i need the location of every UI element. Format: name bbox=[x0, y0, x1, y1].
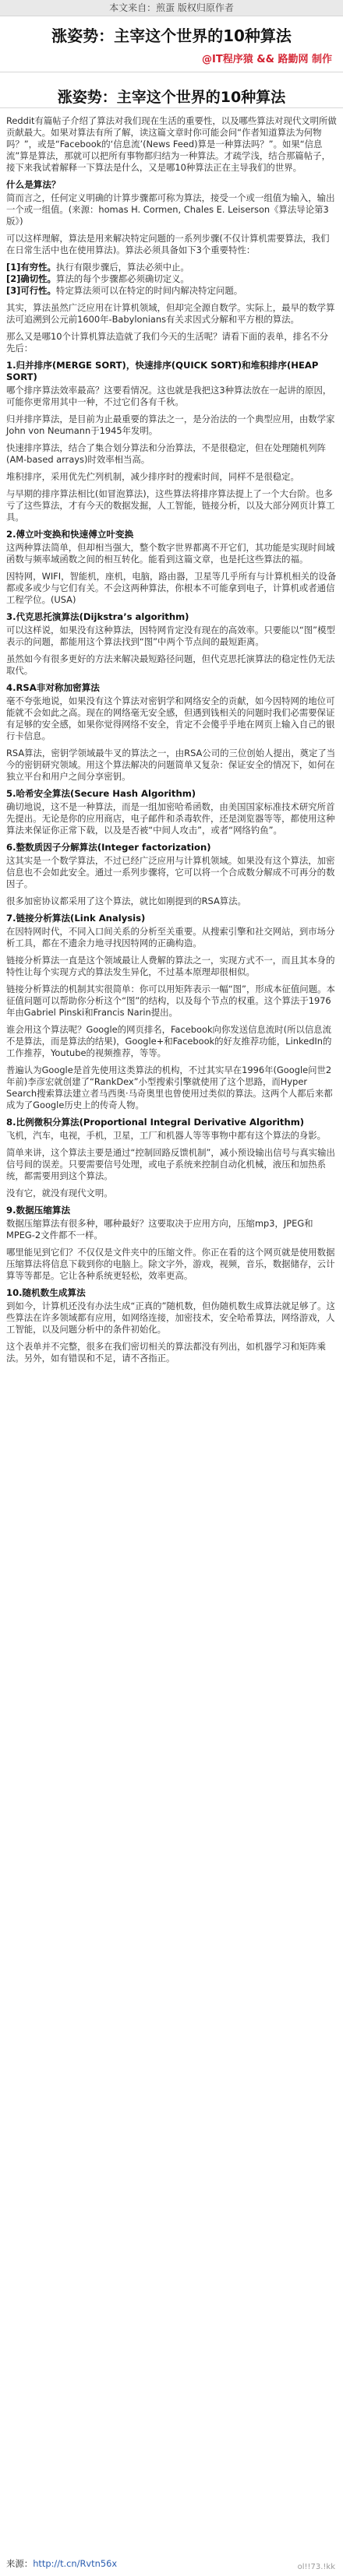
algorithm-paragraph: 没有它，就没有现代文明。 bbox=[6, 1188, 113, 1198]
algorithm-paragraph: 归并排序算法，是目前为止最重要的算法之一，是分治法的一个典型应用，由数学家John von Neumann于1945年发明。 bbox=[6, 413, 335, 436]
source-label: 来源： bbox=[6, 2558, 34, 2569]
paragraph: 那么又是哪10个计算机算法造就了我们今天的生活呢？请看下面的表单，排名不分先后： bbox=[6, 331, 329, 354]
algorithm-paragraph: 链接分析算法一直是这个领域最让人费解的算法之一，实现方式不一，而且其本身的特性让每个实现方式的算法发生异化，不过基本原理却很相似。 bbox=[6, 955, 335, 977]
algorithm-heading: 7.链接分析算法(Link Analysis) bbox=[6, 913, 146, 924]
algorithm-heading: 6.整数质因子分解算法(Integer factorization) bbox=[6, 842, 211, 853]
property-number: [2] bbox=[6, 273, 21, 284]
algorithm-section bbox=[6, 611, 337, 677]
property-desc: 算法的每个步骤都必须确切定义。 bbox=[55, 273, 189, 284]
source-line bbox=[6, 2557, 117, 2570]
algorithm-paragraph: 可以这样说，如果没有这种算法，因特网肯定没有现在的高效率。只要能以“图”模型表示的问题，都能用这个算法找到“图”中两个节点间的最短距离。 bbox=[6, 625, 335, 647]
property-name: 有穷性。 bbox=[20, 262, 56, 273]
algorithm-paragraph: 谁会用这个算法呢？Google的网页排名，Facebook向你发送信息流时(所以信息流不是算法，而是算法的结果)，Google+和Facebook的好友推荐功能，LinkedIn的工作推荐，Youtube的视频推荐，等等。 bbox=[6, 1024, 332, 1058]
algorithm-paragraph: RSA算法，密钥学领域最牛叉的算法之一，由RSA公司的三位创始人提出，奠定了当今的密钥研究领域。用这个算法解决的问题简单又复杂：保证安全的情况下，如何在独立平台和用户之间分享密钥。 bbox=[6, 748, 336, 782]
paragraph: 其实，算法虽然广泛应用在计算机领域，但却完全源自数学。实际上，最早的数学算法可追溯到公元前1600年-Babylonians有关求因式分解和平方根的算法。 bbox=[6, 302, 335, 325]
algorithm-heading: 1.归并排序(MERGE SORT)，快速排序(QUICK SORT)和堆积排序(HEAP SORT) bbox=[6, 360, 319, 382]
algorithm-paragraph: 确切地说，这不是一种算法，而是一组加密哈希函数，由美国国家标准技术研究所首先提出。无论是你的应用商店，电子邮件和杀毒软件，还是浏览器等等，都使用这种算法来保证你正常下载，以及是否被“中间人攻击”，或者“网络钓鱼”。 bbox=[6, 801, 335, 836]
algorithm-paragraph: 飞机，汽车，电视，手机，卫星，工厂和机器人等等事物中都有这个算法的身影。 bbox=[6, 1130, 327, 1141]
property-item bbox=[6, 285, 337, 297]
algorithm-heading: 3.代克思托演算法(Dijkstra’s algorithm) bbox=[6, 611, 189, 622]
properties-list bbox=[6, 262, 337, 297]
footer bbox=[0, 2552, 343, 2576]
property-desc: 执行有限步骤后，算法必须中止。 bbox=[55, 262, 189, 273]
algorithm-heading: 10.随机数生成算法 bbox=[6, 1287, 86, 1298]
algorithm-paragraph: 快速排序算法，结合了集合划分算法和分治算法，不是很稳定，但在处理随机列阵(AM-based arrays)时效率相当高。 bbox=[6, 442, 327, 465]
paragraph: 简而言之，任何定义明确的计算步骤都可称为算法，接受一个或一组值为输入，输出一个或一组值。(来源：homas H. Cormen, Chales E. Leiserson《算法导论第3版》) bbox=[6, 192, 335, 227]
algorithm-heading: 8.比例微积分算法(Proportional Integral Derivative Algorithm) bbox=[6, 1117, 305, 1128]
section-heading: 什么是算法？ bbox=[6, 179, 61, 190]
algorithm-paragraph: 简单来讲，这个算法主要是通过“控制回路反馈机制”，减小预设输出信号与真实输出信号间的误差。只要需要信号处理，或电子系统来控制自动化机械，液压和加热系统，都需要用到这个算法。 bbox=[6, 1147, 335, 1181]
paragraph: 可以这样理解，算法是用来解决特定问题的一系列步骤(不仅计算机需要算法，我们在日常生活中也在使用算法)。算法必须具备如下3个重要特性： bbox=[6, 233, 330, 255]
algorithm-paragraph: 普遍认为Google是首先使用这类算法的机构，不过其实早在1996年(Google问世2年前)李彦宏就创建了“RankDex”小型搜索引擎就使用了这个思路，而Hyper Search搜索算法建立者马西奥·马奇奥里也曾使用过类似的算法。这两个人都后来都成为了Google历史上的传奇人物。 bbox=[6, 1065, 333, 1110]
algorithm-paragraph: 堆积排序，采用优先伫列机制，减少排序时的搜索时间，同样不是很稳定。 bbox=[6, 471, 299, 482]
algorithm-section bbox=[6, 788, 337, 836]
article-title: 涨姿势：主宰这个世界的10种算法 bbox=[57, 89, 286, 106]
source-attribution-bar: 本文来自：煎蛋 版权归原作者 bbox=[0, 0, 343, 16]
algorithm-paragraph: 到如今，计算机还没有办法生成“正真的”随机数，但伪随机数生成算法就足够了。这些算法在许多领域都有应用，如网络连接，加密技术，安全哈希算法，网络游戏，人工智能，以及问题分析中的条件初始化。 bbox=[6, 1300, 335, 1335]
algorithm-section bbox=[6, 913, 337, 1111]
algorithm-section bbox=[6, 1287, 337, 1364]
algorithm-paragraph: 在因特网时代，不同入口间关系的分析至关重要。从搜索引擎和社交网站，到市场分析工具，都在不遗余力地寻找因特网的正确构造。 bbox=[6, 926, 335, 948]
divider bbox=[0, 107, 343, 108]
algorithm-paragraph: 很多加密协议都采用了这个算法，就比如刚提到的RSA算法。 bbox=[6, 896, 246, 906]
algorithm-heading: 2.傅立叶变换和快速傅立叶变换 bbox=[6, 529, 134, 540]
property-number: [1] bbox=[6, 262, 21, 273]
byline: @IT程序猿 && 路勤网 制作 bbox=[202, 54, 332, 65]
algorithm-paragraph: 这个表单并不完整，很多在我们密切相关的算法都没有列出，如机器学习和矩阵乘法。另外，如有错误和不足，请不吝指正。 bbox=[6, 1341, 327, 1364]
algorithm-section bbox=[6, 1205, 337, 1282]
algorithm-heading: 5.哈希安全算法(Secure Hash Algorithm) bbox=[6, 788, 196, 799]
property-item bbox=[6, 262, 337, 273]
property-item bbox=[6, 273, 337, 285]
algorithm-paragraph: 链接分析算法的机制其实很简单：你可以用矩阵表示一幅“图”，形成本征值问题。本征值问题可以帮助你分析这个“图”的结构，以及每个节点的权重。这个算法于1976年由Gabriel Pinski和Francis Narin提出。 bbox=[6, 984, 335, 1018]
algorithm-section bbox=[6, 360, 337, 523]
watermark: ol!!73.!kk bbox=[297, 2563, 335, 2571]
property-desc: 特定算法须可以在特定的时间内解决特定问题。 bbox=[55, 285, 243, 296]
algorithms-list bbox=[6, 360, 337, 1364]
intro-paragraph: Reddit有篇帖子介绍了算法对我们现在生活的重要性，以及哪些算法对现代文明所做贡献最大。如果对算法有所了解，读这篇文章时你可能会问“作者知道算法为何物吗？”，或是“Facebook的‘信息流’(News Feed)算是一种算法吗？”。如果“信息流”算是算法，那就可以把所有事物都归结为一种算法。才疏学浅，结合那篇帖子，接下来我试着解释一下算法是什么，又是哪10种算法正在主导我们的世界。 bbox=[6, 115, 337, 173]
algorithm-paragraph: 哪个排序算法效率最高？这要看情况。这也就是我把这3种算法放在一起讲的原因，可能你更常用其中一种，不过它们各有千秋。 bbox=[6, 385, 332, 407]
algorithm-heading: 9.数据压缩算法 bbox=[6, 1205, 71, 1216]
algorithm-section bbox=[6, 842, 337, 907]
algorithm-paragraph: 与早期的排序算法相比(如冒泡算法)，这些算法将排序算法提上了一个大台阶。也多亏了这些算法，才有今天的数据发掘，人工智能，链接分析，以及大部分网页计算工具。 bbox=[6, 488, 335, 523]
algorithm-paragraph: 这其实是一个数学算法，不过已经广泛应用与计算机领域。如果没有这个算法，加密信息也不会如此安全。通过一系列步骤将，它可以将一个合成数分解成不可再分的数因子。 bbox=[6, 855, 335, 889]
article-body bbox=[6, 115, 337, 1370]
algorithm-section bbox=[6, 1117, 337, 1199]
algorithm-paragraph: 虽然如今有很多更好的方法来解决最短路径问题，但代克思托演算法的稳定性仍无法取代。 bbox=[6, 653, 335, 676]
source-link[interactable]: http://t.cn/Rvtn56x bbox=[33, 2558, 118, 2569]
header-title: 涨姿势：主宰这个世界的10种算法 bbox=[51, 26, 292, 45]
algorithm-paragraph: 数据压缩算法有很多种，哪种最好？这要取决于应用方向，压缩mp3，JPEG和MPEG-2文件都不一样。 bbox=[6, 1218, 313, 1240]
property-number: [3] bbox=[6, 285, 21, 296]
property-name: 可行性。 bbox=[20, 285, 56, 296]
algorithm-paragraph: 这两种算法简单，但却相当强大，整个数字世界都离不开它们，其功能是实现时间域函数与频率域函数之间的相互转化。能看到这篇文章，也是托这些算法的福。 bbox=[6, 542, 335, 565]
algorithm-paragraph: 因特网，WIFI，智能机，座机，电脑，路由器，卫星等几乎所有与计算机相关的设备都或多或少与它们有关。不会这两种算法，你根本不可能拿到电子，计算机或者通信工程学位。(USA) bbox=[6, 571, 337, 605]
algorithm-heading: 4.RSA非对称加密算法 bbox=[6, 682, 100, 693]
algorithm-paragraph: 毫不夸张地说，如果没有这个算法对密钥学和网络安全的贡献，如今因特网的地位可能就不会如此之高。现在的网络毫无安全感，但遇到钱相关的问题时我们必需要保证有足够的安全感，如果你觉得网络不安全，肯定不会傻乎乎地在网页上输入自己的银行卡信息。 bbox=[6, 695, 335, 741]
algorithm-section bbox=[6, 529, 337, 606]
algorithm-paragraph: 哪里能见到它们？不仅仅是文件夹中的压缩文件。你正在看的这个网页就是使用数据压缩算法将信息下载到你的电脑上。除文字外，游戏，视频，音乐，数据储存，云计算等等都是。它让各种系统更轻松，效率更高。 bbox=[6, 1247, 335, 1281]
property-name: 确切性。 bbox=[20, 273, 56, 284]
algorithm-section bbox=[6, 682, 337, 783]
